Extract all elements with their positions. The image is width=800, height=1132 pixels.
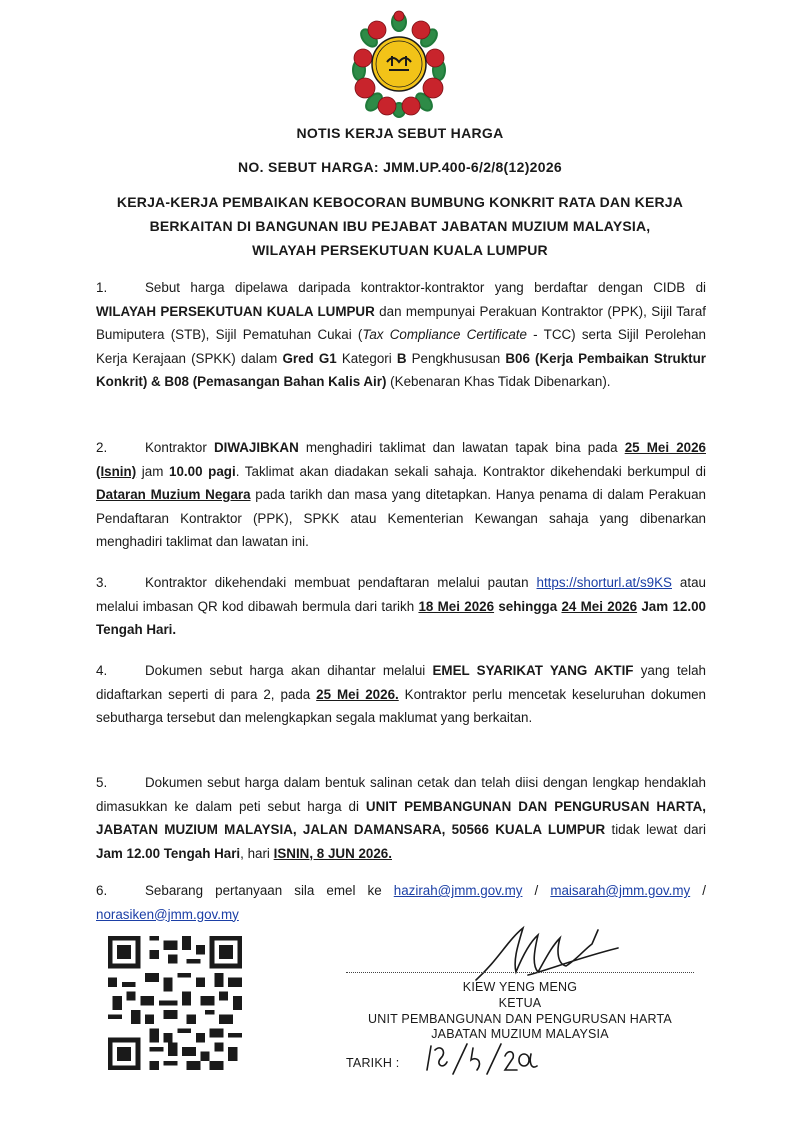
text-run: Sebarang pertanyaan sila emel ke: [145, 883, 394, 898]
paragraph-5: [96, 771, 706, 865]
bold-run: Jam 12.00 Tengah Hari.: [96, 598, 706, 637]
text-run: jam: [136, 463, 170, 479]
bold-run: Gred G1: [282, 350, 337, 366]
signer-role: KETUA: [498, 996, 542, 1010]
paragraph-text: [96, 571, 706, 642]
registration-start-date: 18 Mei 2026: [418, 598, 495, 614]
signature-line: [346, 972, 694, 973]
qr-code-icon[interactable]: [108, 936, 242, 1070]
notice-title: NOTIS KERJA SEBUT HARGA: [296, 125, 504, 141]
separator: /: [690, 883, 706, 898]
subject-heading: [0, 190, 800, 262]
text-run: Kontraktor perlu mencetak keseluruhan dokumen sebutharga tersebut dan melengkapkan segala maklumat yang berkaitan.: [96, 686, 707, 725]
signer-name: KIEW YENG MENG: [462, 980, 578, 994]
text-run: dan mempunyai Perakuan Kontraktor (PPK), Sijil Taraf Bumiputera (STB), Sijil Pematuhan Cukai (: [96, 303, 706, 342]
text-run: Dokumen sebut harga dalam bentuk salinan cetak dan telah diisi dengan lengkap hendaklah dimasukkan ke dalam peti sebut harga di: [96, 775, 706, 814]
paragraph-text: [96, 276, 706, 394]
email-link-hazirah[interactable]: hazirah@jmm.gov.my: [393, 883, 523, 898]
text-run: yang telah didaftarkan seperti di para 2, pada: [96, 663, 706, 702]
email-link-norasiken[interactable]: norasiken@jmm.gov.my: [96, 906, 239, 922]
text-run: pada tarikh dan masa yang ditetapkan. Hanya penama di dalam Perakuan Pendaftaran Kontraktor (PPK), SPKK atau Kementerian Kewangan sahaja yang dibenarkan menghadiri taklimat dan lawatan ini.: [96, 487, 706, 549]
text-run: Sebut harga dipelawa daripada kontraktor-kontraktor yang berdaftar dengan CIDB di: [145, 280, 706, 295]
paragraph-number: 1.: [96, 280, 108, 295]
handwritten-date: [421, 1040, 541, 1078]
subject-line: WILAYAH PERSEKUTUAN KUALA LUMPUR: [252, 242, 548, 258]
registration-link[interactable]: https://shorturl.at/s9KS: [536, 575, 672, 590]
text-run: atau melalui imbasan QR kod dibawah bermula dari tarikh: [96, 575, 706, 614]
bold-run: DIWAJIBKAN: [213, 440, 299, 455]
registration-end-date: 24 Mei 2026: [561, 598, 638, 614]
paragraph-number: 5.: [96, 775, 108, 790]
email-link-maisarah[interactable]: maisarah@jmm.gov.my: [550, 883, 691, 898]
bold-run: EMEL SYARIKAT YANG AKTIF: [432, 663, 634, 678]
italic-run: Tax Compliance Certificate: [362, 327, 527, 342]
text-run: Kontraktor: [145, 440, 214, 455]
paragraph-number: 4.: [96, 663, 108, 678]
paragraph-text: [96, 659, 706, 730]
bold-run: B06 (Kerja Pembaikan Struktur Konkrit) & B08 (Pemasangan Bahan Kalis Air): [96, 350, 707, 389]
paragraph-6: [96, 879, 706, 926]
paragraph-text: [96, 436, 706, 554]
paragraph-number: 2.: [96, 440, 108, 455]
paragraph-number: 6.: [96, 883, 108, 898]
paragraph-2: [96, 436, 706, 554]
bold-run: sehingga: [494, 598, 562, 614]
text-run: (Kebenaran Khas Tidak Dibenarkan).: [386, 374, 611, 389]
paragraph-3: [96, 571, 706, 642]
bold-run: B: [396, 350, 407, 366]
paragraph-1: [96, 276, 706, 394]
text-run: Kontraktor dikehendaki membuat pendaftaran melalui pautan: [145, 575, 537, 590]
paragraph-number: 3.: [96, 575, 108, 590]
text-run: - TCC) serta Sijil Perolehan Kerja Kerajaan (SPKK) dalam: [96, 327, 706, 366]
briefing-time: 10.00 pagi: [169, 463, 236, 479]
text-run: Pengkhususan: [406, 350, 506, 366]
signer-department: JABATAN MUZIUM MALAYSIA: [431, 1027, 609, 1041]
text-run: Dokumen sebut harga akan dihantar melalui: [145, 663, 433, 678]
paragraph-4: [96, 659, 706, 730]
paragraph-text: [96, 771, 706, 865]
quote-number: NO. SEBUT HARGA: JMM.UP.400-6/2/8(12)2026: [237, 159, 563, 175]
text-run: menghadiri taklimat dan lawatan tapak bina pada: [298, 440, 625, 455]
subject-line: BERKAITAN DI BANGUNAN IBU PEJABAT JABATAN MUZIUM MALAYSIA,: [149, 218, 651, 234]
briefing-date: 25 Mei 2026 (Isnin): [96, 440, 706, 479]
date-label: TARIKH :: [346, 1056, 400, 1070]
text-run: tidak lewat dari: [605, 822, 706, 837]
bold-run: Jam 12.00 Tengah Hari: [96, 845, 241, 861]
bold-run: WILAYAH PERSEKUTUAN KUALA LUMPUR: [96, 303, 375, 319]
text-run: . Taklimat akan diadakan sekali sahaja. Kontraktor dikehendaki berkumpul di: [235, 463, 706, 479]
closing-date: ISNIN, 8 JUN 2026.: [273, 845, 392, 861]
hibiscus-crest-icon: [349, 10, 449, 118]
submission-address: UNIT PEMBANGUNAN DAN PENGURUSAN HARTA, JABATAN MUZIUM MALAYSIA, JALAN DAMANSARA, 50566 KUALA LUMPUR: [96, 798, 706, 837]
subject-line: KERJA-KERJA PEMBAIKAN KEBOCORAN BUMBUNG KONKRIT RATA DAN KERJA: [116, 194, 684, 210]
separator: /: [522, 883, 551, 898]
text-run: , hari: [240, 845, 274, 861]
document-date: 25 Mei 2026.: [316, 686, 399, 702]
text-run: Kategori: [336, 350, 397, 366]
paragraph-text: [96, 879, 706, 926]
meeting-place: Dataran Muzium Negara: [96, 487, 251, 502]
signer-unit: UNIT PEMBANGUNAN DAN PENGURUSAN HARTA: [368, 1012, 672, 1026]
